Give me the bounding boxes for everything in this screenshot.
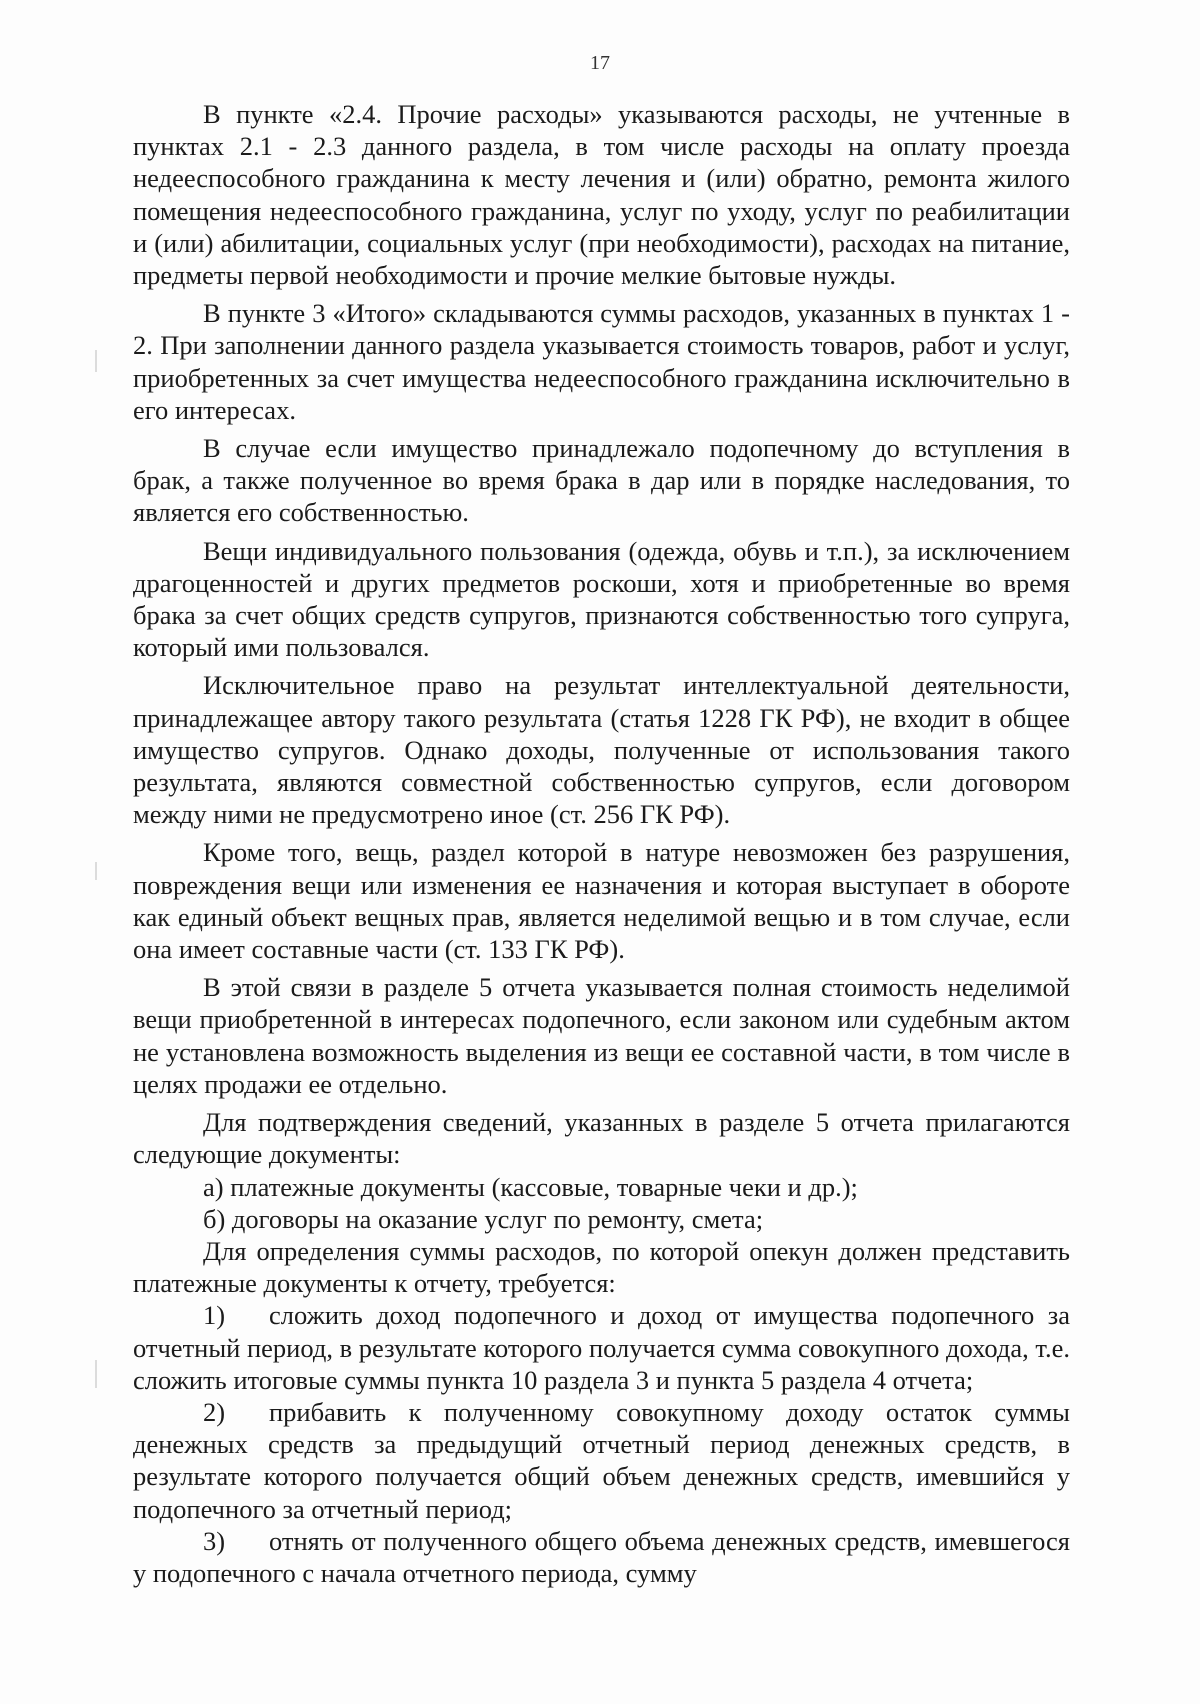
paragraph-other-expenses: В пункте «2.4. Прочие расходы» указываются расходы, не учтенные в пунктах 2.1 - 2.3 данного раздела, в том числе расходы на оплату проезда недееспособного гражданина к месту лечения и (или) обратно, ремонта жилого помещения недееспособного гражданина, услуг по уходу, услуг по реабилитации и (или) абилитации, социальных услуг (при необходимости), расходах на питание, предметы первой необходимости и прочие мелкие бытовые нужды. (133, 99, 1070, 291)
step-item-3 (133, 1525, 1070, 1589)
scan-speck (95, 862, 97, 880)
paragraph-personal-items: Вещи индивидуального пользования (одежда, обувь и т.п.), за исключением драгоценностей и других предметов роскоши, хотя и приобретенные во время брака за счет общих средств супругов, признаются собственностью того супруга, который ими пользовался. (133, 535, 1070, 663)
paragraph-intellectual-property: Исключительное право на результат интеллектуальной деятельности, принадлежащее автору такого результата (статья 1228 ГК РФ), не входит в общее имущество супругов. Однако доходы, полученные от использования такого результата, являются совместной собственностью супругов, если договором между ними не предусмотрено иное (ст. 256 ГК РФ). (133, 670, 1070, 830)
scan-speck (95, 350, 97, 372)
step-item-2 (133, 1396, 1070, 1525)
paragraph-section5-cost: В этой связи в разделе 5 отчета указывается полная стоимость неделимой вещи приобретенной в интересах подопечного, если законом или судебным актом не установлена возможность выделения из вещи ее составной части, в том числе в целях продажи ее отдельно. (133, 972, 1070, 1099)
list-item-repair-contracts: б) договоры на оказание услуг по ремонту, смета; (203, 1203, 764, 1234)
step-text: сложить доход подопечного и доход от имущества подопечного за отчетный период, в результате которого получается сумма совокупного дохода, т.е. сложить итоговые суммы пункта 10 раздела 3 и пункта 5 раздела 4 отчета; (133, 1300, 1070, 1395)
page-number: 17 (590, 52, 610, 74)
step-text: отнять от полученного общего объема денежных средств, имевшегося у подопечного с начала отчетного периода, сумму (133, 1525, 1070, 1588)
paragraph-indivisible-thing: Кроме того, вещь, раздел которой в натуре невозможен без разрушения, повреждения вещи или изменения ее назначения и которая выступает в обороте как единый объект вещных прав, является неделимой вещью и в том случае, если она имеет составные части (ст. 133 ГК РФ). (133, 837, 1070, 965)
step-number: 3) (203, 1525, 226, 1556)
step-text: прибавить к полученному совокупному доходу остаток суммы денежных средств за предыдущий отчетный период денежных средств, в результате которого получается общий объем денежных средств, имевшийся у подопечного за отчетный период; (133, 1396, 1070, 1524)
paragraph-total: В пункте 3 «Итого» складываются суммы расходов, указанных в пунктах 1 - 2. При заполнении данного раздела указывается стоимость товаров, работ и услуг, приобретенных за счет имущества недееспособного гражданина исключительно в его интересах. (133, 298, 1070, 425)
paragraph-property-before-marriage: В случае если имущество принадлежало подопечному до вступления в брак, а также полученное во время брака в дар или в порядке наследования, то является его собственностью. (133, 433, 1070, 528)
step-number: 1) (203, 1300, 226, 1331)
paragraph-expense-calculation: Для определения суммы расходов, по которой опекун должен представить платежные документы к отчету, требуется: (133, 1235, 1070, 1299)
scan-speck (95, 1360, 97, 1388)
step-item-1 (133, 1299, 1070, 1396)
list-item-payment-documents: а) платежные документы (кассовые, товарные чеки и др.); (203, 1171, 858, 1202)
step-number: 2) (203, 1396, 226, 1427)
document-body (133, 98, 1070, 1589)
paragraph-supporting-documents: Для подтверждения сведений, указанных в разделе 5 отчета прилагаются следующие документы: (133, 1107, 1070, 1170)
